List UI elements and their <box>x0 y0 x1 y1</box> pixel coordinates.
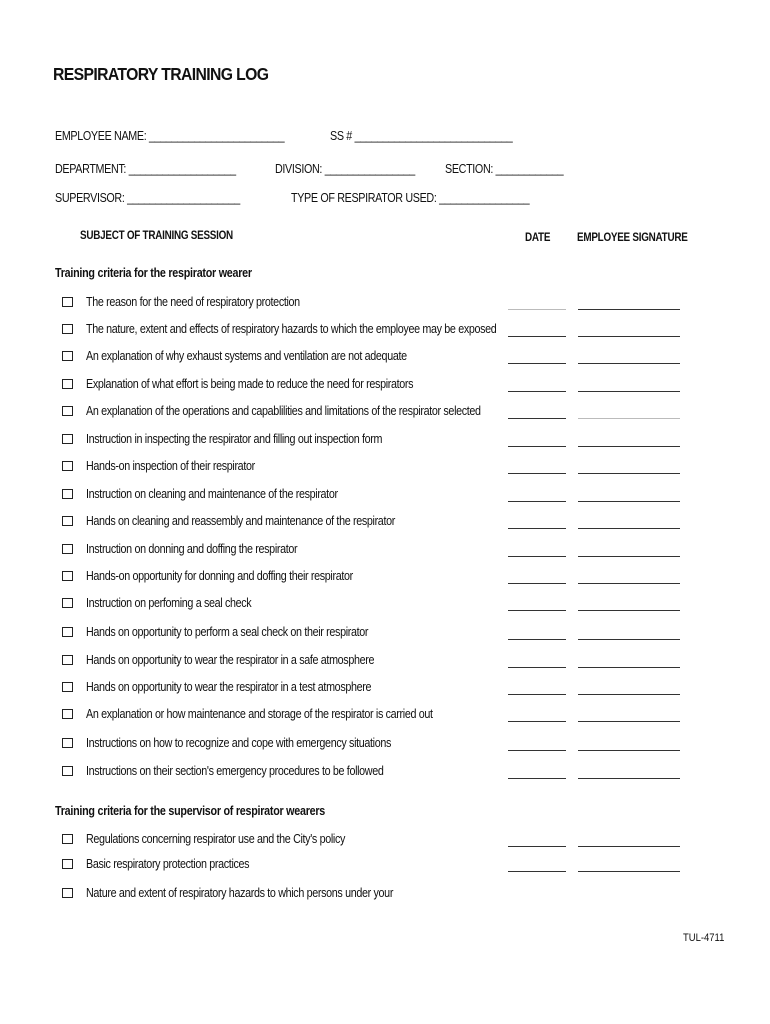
criteria-label: Instruction in inspecting the respirator and filling out inspection form <box>86 432 383 446</box>
criteria-label: An explanation or how maintenance and storage of the respirator is carried out <box>86 707 433 721</box>
list-item <box>0 569 770 589</box>
checkbox[interactable] <box>62 627 73 637</box>
employee-name-field[interactable]: EMPLOYEE NAME: ________________________ <box>55 129 285 143</box>
checkbox[interactable] <box>62 738 73 748</box>
criteria-label: Hands on opportunity to wear the respirator in a safe atmosphere <box>86 653 375 667</box>
checkbox[interactable] <box>62 709 73 719</box>
checkbox[interactable] <box>62 489 73 499</box>
criteria-label: Hands on opportunity to perform a seal check on their respirator <box>86 625 369 639</box>
date-line[interactable] <box>508 501 566 502</box>
list-item <box>0 764 770 784</box>
supervisor-section-heading: Training criteria for the supervisor of respirator wearers <box>55 804 326 818</box>
signature-line[interactable] <box>578 778 680 779</box>
list-item <box>0 404 770 424</box>
list-item <box>0 596 770 616</box>
criteria-label: An explanation of why exhaust systems and ventilation are not adequate <box>86 349 407 363</box>
date-line[interactable] <box>508 610 566 611</box>
date-line[interactable] <box>508 871 566 872</box>
date-line[interactable] <box>508 750 566 751</box>
checkbox[interactable] <box>62 351 73 361</box>
signature-line[interactable] <box>578 667 680 668</box>
checkbox[interactable] <box>62 682 73 692</box>
date-line[interactable] <box>508 309 566 310</box>
list-item <box>0 432 770 452</box>
list-item <box>0 680 770 700</box>
list-item <box>0 514 770 534</box>
list-item <box>0 625 770 645</box>
subject-column-header: SUBJECT OF TRAINING SESSION <box>80 230 233 242</box>
ss-field[interactable]: SS # ____________________________ <box>330 129 513 143</box>
criteria-label: Hands on cleaning and reassembly and maintenance of the respirator <box>86 514 395 528</box>
list-item <box>0 886 770 906</box>
criteria-label: Instruction on perfoming a seal check <box>86 596 252 610</box>
checkbox[interactable] <box>62 598 73 608</box>
criteria-label: The nature, extent and effects of respiratory hazards to which the employee may be exposed <box>86 322 497 336</box>
date-line[interactable] <box>508 418 566 419</box>
section-field[interactable]: SECTION: ____________ <box>445 162 564 176</box>
division-field[interactable]: DIVISION: ________________ <box>275 162 415 176</box>
criteria-label: An explanation of the operations and capablilities and limitations of the respirator selected <box>86 404 481 418</box>
date-line[interactable] <box>508 556 566 557</box>
list-item <box>0 542 770 562</box>
list-item <box>0 857 770 877</box>
signature-line[interactable] <box>578 363 680 364</box>
date-column-header: DATE <box>525 232 551 244</box>
list-item <box>0 707 770 727</box>
signature-line[interactable] <box>578 556 680 557</box>
checkbox[interactable] <box>62 766 73 776</box>
list-item <box>0 322 770 342</box>
form-code: TUL-4711 <box>683 932 725 944</box>
list-item <box>0 349 770 369</box>
date-line[interactable] <box>508 667 566 668</box>
date-line[interactable] <box>508 528 566 529</box>
criteria-label: Nature and extent of respiratory hazards to which persons under your <box>86 886 394 900</box>
date-line[interactable] <box>508 721 566 722</box>
checkbox[interactable] <box>62 888 73 898</box>
checkbox[interactable] <box>62 655 73 665</box>
checkbox[interactable] <box>62 461 73 471</box>
list-item <box>0 459 770 479</box>
signature-line[interactable] <box>578 721 680 722</box>
criteria-label: Instruction on donning and doffing the respirator <box>86 542 298 556</box>
checkbox[interactable] <box>62 544 73 554</box>
signature-line[interactable] <box>578 391 680 392</box>
checkbox[interactable] <box>62 571 73 581</box>
date-line[interactable] <box>508 778 566 779</box>
signature-line[interactable] <box>578 528 680 529</box>
signature-line[interactable] <box>578 501 680 502</box>
date-line[interactable] <box>508 846 566 847</box>
signature-line[interactable] <box>578 694 680 695</box>
supervisor-field[interactable]: SUPERVISOR: ____________________ <box>55 191 240 205</box>
checkbox[interactable] <box>62 859 73 869</box>
date-line[interactable] <box>508 336 566 337</box>
criteria-label: The reason for the need of respiratory protection <box>86 295 300 309</box>
signature-line[interactable] <box>578 871 680 872</box>
date-line[interactable] <box>508 583 566 584</box>
date-line[interactable] <box>508 473 566 474</box>
signature-line[interactable] <box>578 473 680 474</box>
checkbox[interactable] <box>62 297 73 307</box>
signature-line[interactable] <box>578 336 680 337</box>
signature-line[interactable] <box>578 750 680 751</box>
list-item <box>0 487 770 507</box>
department-field[interactable]: DEPARTMENT: ___________________ <box>55 162 236 176</box>
signature-column-header: EMPLOYEE SIGNATURE <box>577 232 688 244</box>
criteria-label: Instructions on how to recognize and cope with emergency situations <box>86 736 392 750</box>
signature-line[interactable] <box>578 610 680 611</box>
signature-line[interactable] <box>578 639 680 640</box>
date-line[interactable] <box>508 363 566 364</box>
signature-line[interactable] <box>578 583 680 584</box>
signature-line[interactable] <box>578 446 680 447</box>
list-item <box>0 295 770 315</box>
criteria-label: Instructions on their section's emergency procedures to be followed <box>86 764 384 778</box>
criteria-label: Explanation of what effort is being made to reduce the need for respirators <box>86 377 414 391</box>
criteria-label: Basic respiratory protection practices <box>86 857 250 871</box>
list-item <box>0 736 770 756</box>
checkbox[interactable] <box>62 406 73 416</box>
criteria-label: Regulations concerning respirator use and the City's policy <box>86 832 346 846</box>
list-item <box>0 832 770 852</box>
wearer-section-heading: Training criteria for the respirator wearer <box>55 266 252 280</box>
date-line[interactable] <box>508 446 566 447</box>
signature-line[interactable] <box>578 846 680 847</box>
criteria-label: Hands-on opportunity for donning and doffing their respirator <box>86 569 353 583</box>
checkbox[interactable] <box>62 324 73 334</box>
respirator-type-field[interactable]: TYPE OF RESPIRATOR USED: ________________ <box>291 191 530 205</box>
date-line[interactable] <box>508 694 566 695</box>
signature-line[interactable] <box>578 418 680 419</box>
page-title: RESPIRATORY TRAINING LOG <box>53 64 269 84</box>
list-item <box>0 653 770 673</box>
checkbox[interactable] <box>62 434 73 444</box>
date-line[interactable] <box>508 639 566 640</box>
checkbox[interactable] <box>62 516 73 526</box>
signature-line[interactable] <box>578 309 680 310</box>
criteria-label: Hands-on inspection of their respirator <box>86 459 255 473</box>
list-item <box>0 377 770 397</box>
checkbox[interactable] <box>62 379 73 389</box>
date-line[interactable] <box>508 391 566 392</box>
criteria-label: Hands on opportunity to wear the respirator in a test atmosphere <box>86 680 372 694</box>
checkbox[interactable] <box>62 834 73 844</box>
criteria-label: Instruction on cleaning and maintenance of the respirator <box>86 487 338 501</box>
